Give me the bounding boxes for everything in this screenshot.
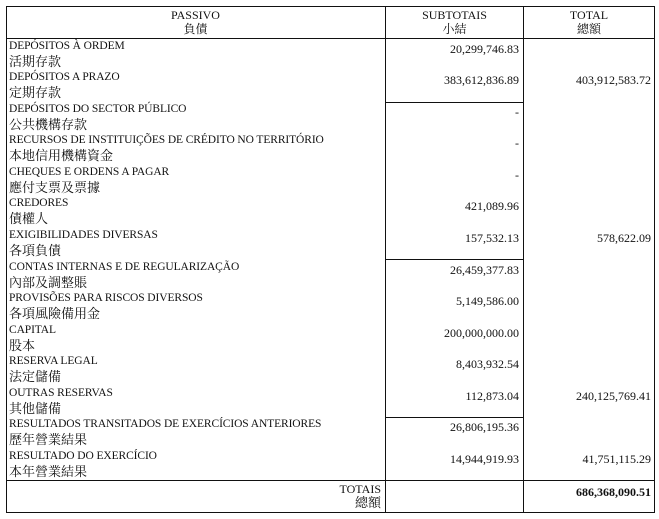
- row-label: RESERVA LEGAL 法定儲備: [9, 355, 98, 384]
- row-subtotal: 421,089.96: [465, 199, 519, 213]
- row-subtotal: -: [515, 136, 519, 150]
- totals-divider: [6, 480, 655, 481]
- row-label: CONTAS INTERNAS E DE REGULARIZAÇÃO 內部及調整賬: [9, 261, 240, 290]
- row-label: CHEQUES E ORDENS A PAGAR 應付支票及票據: [9, 166, 170, 195]
- row-subtotal: -: [515, 168, 519, 182]
- row-label: RESULTADO DO EXERCÍCIO 本年營業結果: [9, 450, 157, 479]
- table-top-border: [6, 6, 655, 7]
- row-label: CREDORES 債權人: [9, 197, 69, 226]
- row-subtotal: 157,532.13: [465, 231, 519, 245]
- row-subtotal: 383,612,836.89: [444, 73, 519, 87]
- group-separator-1: [385, 102, 524, 103]
- row-total: 403,912,583.72: [576, 73, 651, 87]
- row-subtotal: 14,944,919.93: [450, 452, 519, 466]
- liabilities-table: [6, 6, 655, 513]
- row-subtotal: 200,000,000.00: [444, 326, 519, 340]
- header-passivo: PASSIVO 負債: [171, 8, 220, 36]
- row-subtotal: 26,806,195.36: [450, 420, 519, 434]
- row-label: RESULTADOS TRANSITADOS DE EXERCÍCIOS ANTERIORES 歷年營業結果: [9, 418, 322, 447]
- row-total: 240,125,769.41: [576, 389, 651, 403]
- row-subtotal: -: [515, 105, 519, 119]
- table-bottom-border: [6, 512, 655, 513]
- row-label: CAPITAL 股本: [9, 324, 56, 353]
- row-label: RECURSOS DE INSTITUIÇÕES DE CRÉDITO NO TERRITÓRIO 本地信用機構資金: [9, 134, 324, 163]
- row-total: 578,622.09: [597, 231, 651, 245]
- table-left-border: [6, 6, 7, 513]
- row-subtotal: 8,403,932.54: [456, 357, 519, 371]
- row-total: 41,751,115.29: [582, 452, 651, 466]
- row-label: OUTRAS RESERVAS 其他儲備: [9, 387, 113, 416]
- row-label: DEPÓSITOS À ORDEM 活期存款: [9, 40, 125, 69]
- group-separator-2: [385, 259, 524, 260]
- header-subtotais: SUBTOTAIS 小結: [422, 8, 487, 36]
- row-subtotal: 112,873.04: [465, 389, 519, 403]
- group-separator-3: [385, 417, 524, 418]
- header-total: TOTAL 總額: [569, 8, 609, 36]
- row-subtotal: 20,299,746.83: [450, 42, 519, 56]
- row-label: EXIGIBILIDADES DIVERSAS 各項負債: [9, 229, 158, 258]
- row-subtotal: 5,149,586.00: [456, 294, 519, 308]
- totals-label: TOTAIS 總額: [339, 482, 381, 510]
- totals-value: 686,368,090.51: [576, 485, 651, 499]
- row-label: DEPÓSITOS DO SECTOR PÚBLICO 公共機構存款: [9, 103, 187, 132]
- table-right-border: [654, 6, 655, 513]
- row-subtotal: 26,459,377.83: [450, 263, 519, 277]
- row-label: PROVISÕES PARA RISCOS DIVERSOS 各項風險備用金: [9, 292, 203, 321]
- row-label: DEPÓSITOS A PRAZO 定期存款: [9, 71, 120, 100]
